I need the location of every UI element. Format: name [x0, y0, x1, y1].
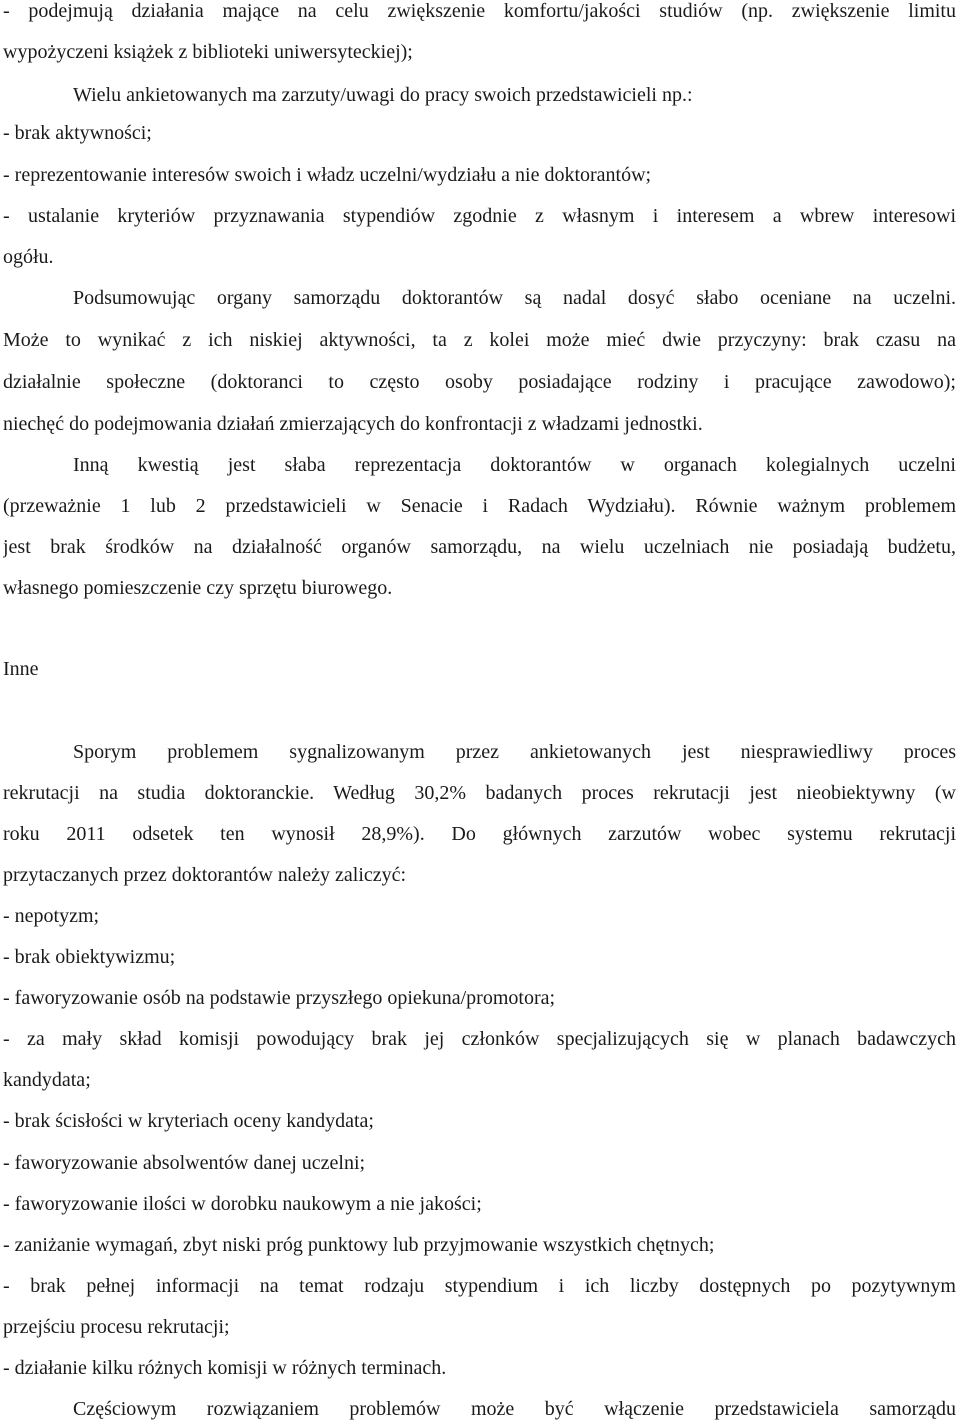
- list-item: - brak ścisłości w kryteriach oceny kandydata;: [3, 1110, 374, 1132]
- text-line: kandydata;: [3, 1069, 91, 1091]
- text-line: Częściowym rozwiązaniem problemów może być włączenie przedstawiciela samorządu: [73, 1398, 956, 1420]
- list-item: - brak aktywności;: [3, 122, 152, 144]
- text-line: przytaczanych przez doktorantów należy zaliczyć:: [3, 864, 407, 886]
- text-line: jest brak środków na działalność organów samorządu, na wielu uczelniach nie posiadają budżetu,: [3, 536, 956, 558]
- list-item: - działanie kilku różnych komisji w różnych terminach.: [3, 1357, 447, 1379]
- list-item: - ustalanie kryteriów przyznawania stypendiów zgodnie z własnym i interesem a wbrew interesowi: [3, 205, 956, 227]
- text-line: przejściu procesu rekrutacji;: [3, 1316, 230, 1338]
- list-item: - za mały skład komisji powodujący brak jej członków specjalizujących się w planach badawczych: [3, 1028, 956, 1050]
- list-item: - reprezentowanie interesów swoich i władz uczelni/wydziału a nie doktorantów;: [3, 164, 652, 186]
- list-item: - nepotyzm;: [3, 905, 100, 927]
- text-line: rekrutacji na studia doktoranckie. Według 30,2% badanych proces rekrutacji jest nieobiektywny (w: [3, 782, 956, 804]
- text-line: Podsumowując organy samorządu doktorantów są nadal dosyć słabo oceniane na uczelni.: [73, 287, 956, 309]
- text-line: Sporym problemem sygnalizowanym przez ankietowanych jest niesprawiedliwy proces: [73, 741, 956, 763]
- text-line: Może to wynikać z ich niskiej aktywności, ta z kolei może mieć dwie przyczyny: brak czasu na: [3, 329, 956, 351]
- text-line: wypożyczeni książek z biblioteki uniwersyteckiej);: [3, 41, 413, 63]
- text-line: Wielu ankietowanych ma zarzuty/uwagi do pracy swoich przedstawicieli np.:: [73, 84, 693, 106]
- text-line: ogółu.: [3, 246, 54, 268]
- list-item: - faworyzowanie ilości w dorobku naukowym a nie jakości;: [3, 1193, 482, 1215]
- list-item: - zaniżanie wymagań, zbyt niski próg punktowy lub przyjmowanie wszystkich chętnych;: [3, 1234, 715, 1256]
- list-item: - brak pełnej informacji na temat rodzaju stypendium i ich liczby dostępnych po pozytywnym: [3, 1275, 956, 1297]
- text-line: własnego pomieszczenie czy sprzętu biurowego.: [3, 577, 393, 599]
- text-line: roku 2011 odsetek ten wynosił 28,9%). Do głównych zarzutów wobec systemu rekrutacji: [3, 823, 956, 845]
- section-heading: Inne: [3, 658, 39, 680]
- list-item: - faworyzowanie absolwentów danej uczelni;: [3, 1152, 366, 1174]
- text-line: - podejmują działania mające na celu zwiększenie komfortu/jakości studiów (np. zwiększenie limitu: [3, 0, 956, 22]
- text-line: (przeważnie 1 lub 2 przedstawicieli w Senacie i Radach Wydziału). Równie ważnym problemem: [3, 495, 956, 517]
- list-item: - faworyzowanie osób na podstawie przyszłego opiekuna/promotora;: [3, 987, 556, 1009]
- text-line: niechęć do podejmowania działań zmierzających do konfrontacji z władzami jednostki.: [3, 413, 703, 435]
- text-line: Inną kwestią jest słaba reprezentacja doktorantów w organach kolegialnych uczelni: [73, 454, 956, 476]
- list-item: - brak obiektywizmu;: [3, 946, 176, 968]
- text-line: działalnie społeczne (doktoranci to często osoby posiadające rodziny i pracujące zawodowo);: [3, 371, 956, 393]
